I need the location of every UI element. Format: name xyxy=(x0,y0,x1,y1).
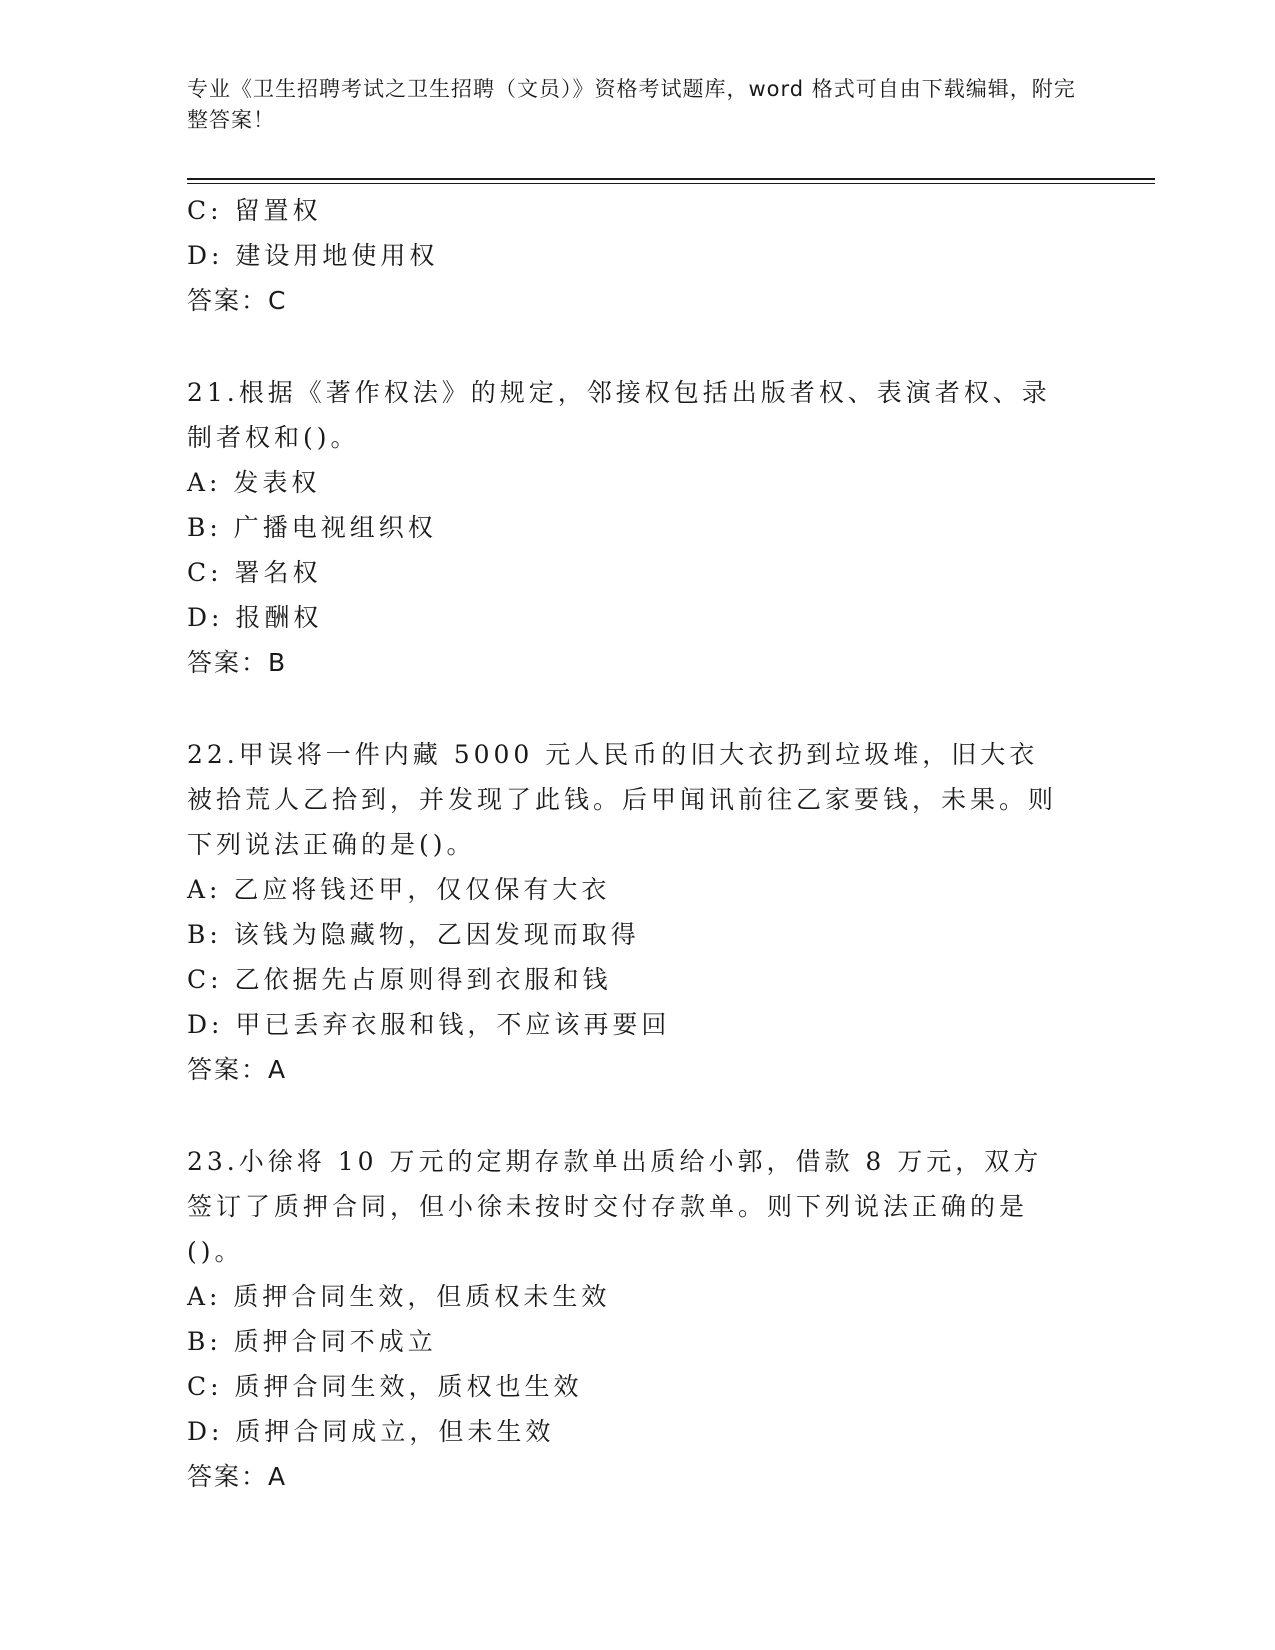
option-a: A: 质押合同生效，但质权未生效 xyxy=(187,1282,611,1311)
option-a: A: 乙应将钱还甲，仅仅保有大衣 xyxy=(187,875,611,904)
page-header: 专业《卫生招聘考试之卫生招聘（文员）》资格考试题库，word 格式可自由下载编辑，附完整答案！ xyxy=(187,77,1076,132)
question-stem: 23.小徐将 10 万元的定期存款单出质给小郭，借款 8 万元，双方签订了质押合同，但小徐未按时交付存款单。则下列说法正确的是()。 xyxy=(187,1147,1043,1266)
option-d: D: 建设用地使用权 xyxy=(187,241,439,270)
header-rule-thin xyxy=(187,183,1155,184)
option-b: B: 该钱为隐藏物，乙因发现而取得 xyxy=(187,920,640,949)
header-rule-thick xyxy=(187,178,1155,180)
question-22 xyxy=(187,732,1087,1092)
answer-line: 答案：A xyxy=(187,1462,288,1491)
answer-line: 答案：B xyxy=(187,648,288,677)
option-c: C: 留置权 xyxy=(187,196,322,225)
question-23 xyxy=(187,1139,1087,1499)
option-d: D: 报酬权 xyxy=(187,603,323,632)
option-d: D: 甲已丢弃衣服和钱，不应该再要回 xyxy=(187,1010,671,1039)
option-c: C: 质押合同生效，质权也生效 xyxy=(187,1372,583,1401)
continued-question xyxy=(187,188,1087,323)
question-stem: 22.甲误将一件内藏 5000 元人民币的旧大衣扔到垃圾堆，旧大衣被拾荒人乙拾到，并发现了此钱。后甲闻讯前往乙家要钱，未果。则下列说法正确的是()。 xyxy=(187,740,1058,859)
question-stem: 21.根据《著作权法》的规定，邻接权包括出版者权、表演者权、录制者权和()。 xyxy=(187,378,1051,452)
option-b: B: 质押合同不成立 xyxy=(187,1327,437,1356)
option-a: A: 发表权 xyxy=(187,468,321,497)
option-b: B: 广播电视组织权 xyxy=(187,513,437,542)
spacer xyxy=(187,685,1087,732)
question-content xyxy=(187,188,1087,1499)
option-c: C: 乙依据先占原则得到衣服和钱 xyxy=(187,965,612,994)
question-21 xyxy=(187,370,1087,685)
option-d: D: 质押合同成立，但未生效 xyxy=(187,1417,555,1446)
answer-line: 答案：C xyxy=(187,286,288,315)
spacer xyxy=(187,323,1087,370)
option-c: C: 署名权 xyxy=(187,558,322,587)
answer-line: 答案：A xyxy=(187,1055,288,1084)
spacer xyxy=(187,1092,1087,1139)
